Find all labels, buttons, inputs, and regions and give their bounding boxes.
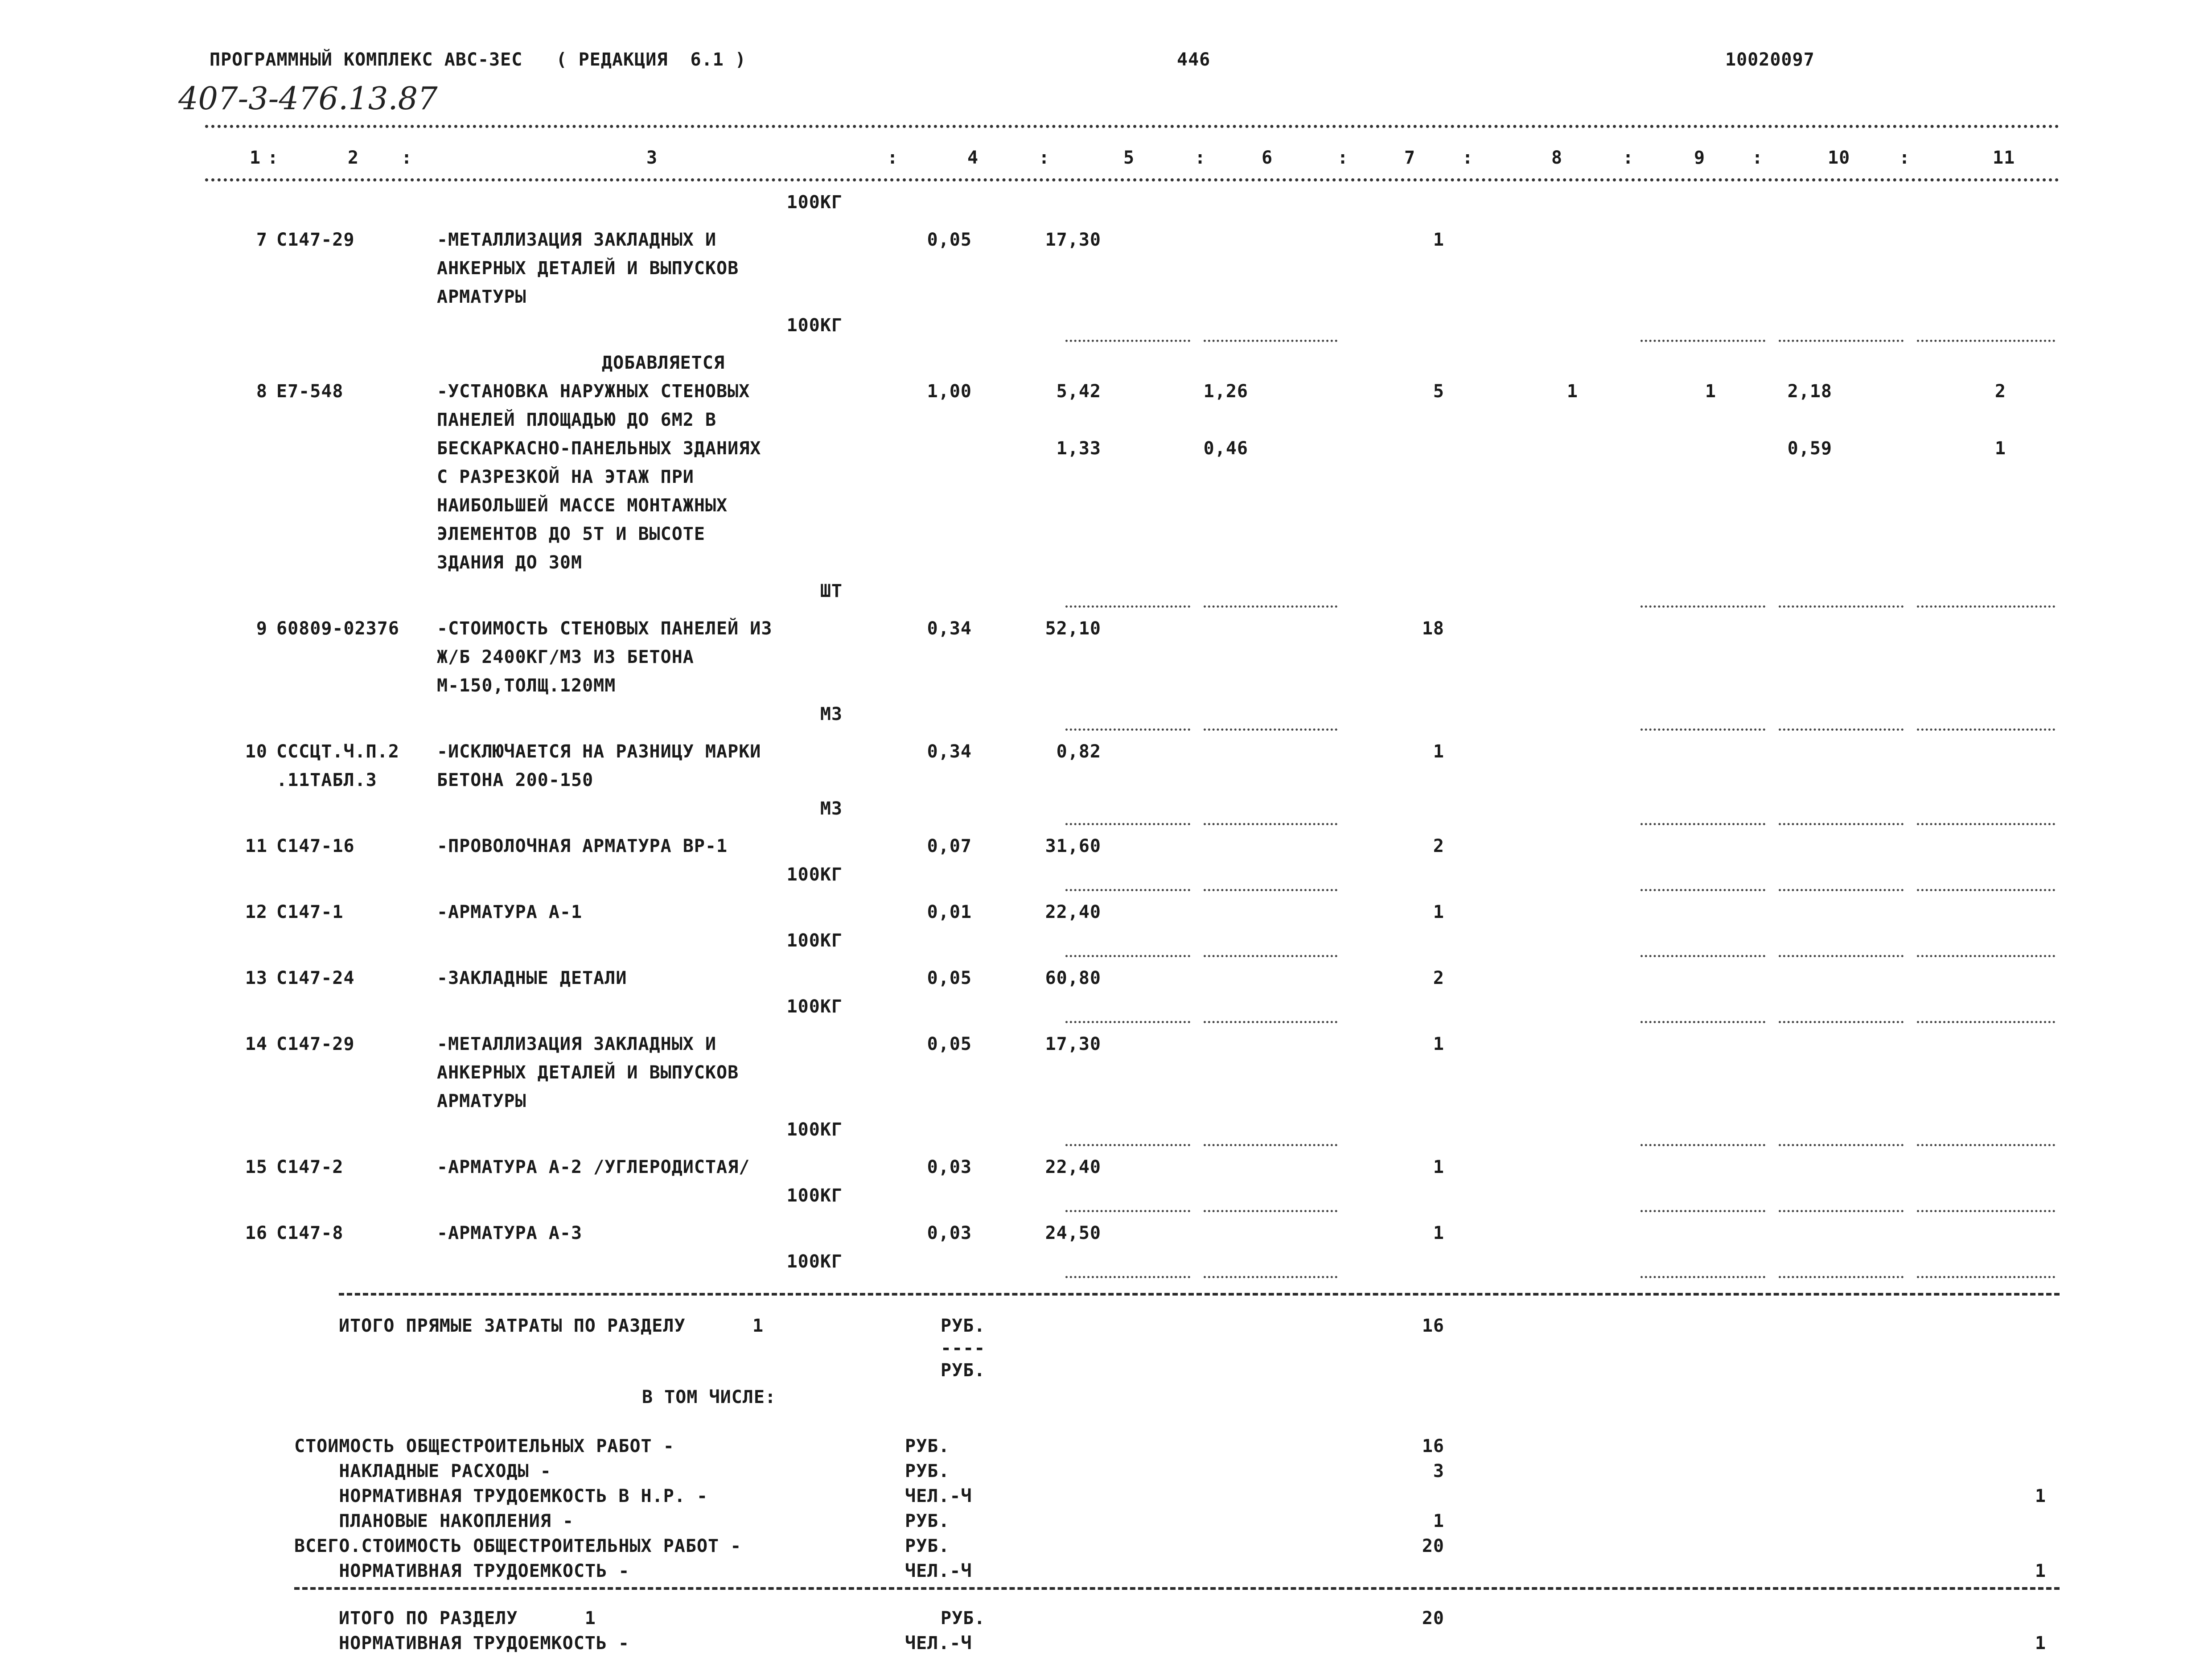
cell-r16-0-c4: 0,03 [927, 1223, 972, 1243]
rub-line-unit: РУБ. [941, 1360, 986, 1381]
cell-divider-r15-4 [1917, 1210, 2055, 1212]
cell-r13-1-c3: 100КГ [786, 996, 843, 1017]
cell-r11-1-c3: 100КГ [786, 864, 843, 885]
cell-r11-0-c4: 0,07 [927, 836, 972, 856]
cell-r9-0-c5: 52,10 [1045, 618, 1101, 639]
cell-divider-r11-1 [1204, 889, 1337, 891]
cell-r10-2-c3: М3 [820, 798, 843, 819]
cell-r16-0-c2: С147-8 [276, 1223, 344, 1243]
summary-line-label-4: ВСЕГО.СТОИМОСТЬ ОБЩЕСТРОИТЕЛЬНЫХ РАБОТ - [294, 1536, 742, 1556]
column-header-2: 2 [348, 148, 359, 168]
summary-line-label-0: СТОИМОСТЬ ОБЩЕСТРОИТЕЛЬНЫХ РАБОТ - [294, 1436, 674, 1457]
cell-r8-3-c10: 0,59 [1787, 438, 1832, 459]
cell-r13-0-c4: 0,05 [927, 968, 972, 988]
cell-divider-r12-2 [1640, 955, 1765, 957]
cell-r9-0-c2: 60809-02376 [276, 618, 399, 639]
cell-r8-3-c6: 0,46 [1203, 438, 1248, 459]
cell-r15-0-c7: 1 [1433, 1157, 1444, 1177]
cell-r9-0-c3: -СТОИМОСТЬ СТЕНОВЫХ ПАНЕЛЕЙ ИЗ [437, 618, 773, 639]
column-header-10: 6 [1262, 148, 1273, 168]
cell-divider-r8-4 [1917, 605, 2055, 608]
cell-r7-1-c3: АНКЕРНЫХ ДЕТАЛЕЙ И ВЫПУСКОВ [437, 258, 739, 279]
cell-divider-r16-3 [1779, 1276, 1904, 1278]
summary-line-label-3: ПЛАНОВЫЕ НАКОПЛЕНИЯ - [294, 1511, 574, 1531]
cell-divider-r7-0 [1065, 340, 1190, 342]
cell-r10-0-c5: 0,82 [1056, 741, 1101, 762]
column-header-14: 8 [1551, 148, 1563, 168]
cell-r7-0-c1: 7 [256, 230, 267, 250]
cell-r9-1-c3: Ж/Б 2400КГ/М3 ИЗ БЕТОНА [437, 647, 694, 667]
direct-costs-label: ИТОГО ПРЯМЫЕ ЗАТРАТЫ ПО РАЗДЕЛУ 1 [339, 1316, 764, 1336]
cell-r8-3-c5: 1,33 [1056, 438, 1101, 459]
cell-r8-2-c3: ПАНЕЛЕЙ ПЛОЩАДЬЮ ДО 6М2 В [437, 410, 717, 430]
cell-r7-2-c3: АРМАТУРЫ [437, 287, 526, 307]
column-header-1: : [267, 148, 279, 168]
cell-r8-5-c3: НАИБОЛЬШЕЙ МАССЕ МОНТАЖНЫХ [437, 495, 728, 516]
cell-r11-0-c3: -ПРОВОЛОЧНАЯ АРМАТУРА ВР-1 [437, 836, 728, 856]
cell-divider-r13-2 [1640, 1021, 1765, 1023]
cell-r9-0-c7: 18 [1422, 618, 1444, 639]
cell-r8-1-c9: 1 [1705, 381, 1716, 402]
cell-r7-0-c5: 17,30 [1045, 230, 1101, 250]
cell-divider-r10-4 [1917, 823, 2055, 825]
cell-r8-1-c3: -УСТАНОВКА НАРУЖНЫХ СТЕНОВЫХ [437, 381, 750, 402]
column-header-6: 4 [967, 148, 979, 168]
column-header-16: 9 [1694, 148, 1706, 168]
cell-r8-1-c7: 5 [1433, 381, 1444, 402]
cell-r8-1-c11: 2 [1994, 381, 2006, 402]
cell-r8-1-c4: 1,00 [927, 381, 972, 402]
cell-r12-0-c3: -АРМАТУРА А-1 [437, 902, 583, 922]
direct-costs-value: 16 [1422, 1316, 1444, 1336]
cell-r12-1-c3: 100КГ [786, 930, 843, 951]
cell-r14-0-c5: 17,30 [1045, 1034, 1101, 1054]
cell-r12-0-c1: 12 [245, 902, 267, 922]
cell-r15-1-c3: 100КГ [786, 1185, 843, 1206]
cell-r8-8-c3: ШТ [820, 581, 843, 601]
column-header-5: : [887, 148, 899, 168]
cell-r15-0-c5: 22,40 [1045, 1157, 1101, 1177]
cell-r13-0-c2: С147-24 [276, 968, 355, 988]
cell-r10-0-c2: СССЦТ.Ч.П.2 [276, 741, 399, 762]
direct-costs-dashes: ---- [941, 1338, 986, 1358]
cell-divider-r14-2 [1640, 1144, 1765, 1146]
section-labor-label: НОРМАТИВНАЯ ТРУДОЕМКОСТЬ - [339, 1633, 630, 1654]
cell-r8-1-c8: 1 [1566, 381, 1578, 402]
cell-r8-1-c10: 2,18 [1787, 381, 1832, 402]
summary-line-value-4: 20 [1422, 1536, 1444, 1556]
summary-line-labor-2: 1 [2035, 1486, 2046, 1506]
cell-r7-0-c7: 1 [1433, 230, 1444, 250]
cell-r12-0-c2: С147-1 [276, 902, 344, 922]
cell-divider-r8-1 [1204, 605, 1337, 608]
cell-divider-r16-0 [1065, 1276, 1190, 1278]
cell-divider-r10-2 [1640, 823, 1765, 825]
cell-r8-1-c1: 8 [256, 381, 267, 402]
cell-r13-0-c7: 2 [1433, 968, 1444, 988]
cell-divider-r14-4 [1917, 1144, 2055, 1146]
cell-r10-1-c2: .11ТАБЛ.3 [276, 770, 377, 790]
column-header-7: : [1039, 148, 1050, 168]
program-header: ПРОГРАММНЫЙ КОМПЛЕКС АВС-ЗЕС ( РЕДАКЦИЯ 6.1 ) [210, 49, 746, 70]
cell-r13-0-c1: 13 [245, 968, 267, 988]
cell-r11-0-c1: 11 [245, 836, 267, 856]
cell-divider-r9-4 [1917, 728, 2055, 731]
cell-divider-r8-3 [1779, 605, 1904, 608]
cell-r10-0-c1: 10 [245, 741, 267, 762]
direct-costs-unit: РУБ. [941, 1316, 986, 1336]
summary-line-unit-1: РУБ. [905, 1461, 950, 1481]
cell-r7-0-c3: -МЕТАЛЛИЗАЦИЯ ЗАКЛАДНЫХ И [437, 230, 717, 250]
cell-r15-0-c3: -АРМАТУРА А-2 /УГЛЕРОДИСТАЯ/ [437, 1157, 750, 1177]
cell-divider-r16-4 [1917, 1276, 2055, 1278]
cell-divider-r14-0 [1065, 1144, 1190, 1146]
column-header-19: : [1899, 148, 1911, 168]
cell-r12-0-c5: 22,40 [1045, 902, 1101, 922]
column-header-13: : [1462, 148, 1474, 168]
column-header-4: 3 [646, 148, 658, 168]
cell-r8-3-c11: 1 [1994, 438, 2006, 459]
cell-divider-r16-1 [1204, 1276, 1337, 1278]
cell-divider-r9-2 [1640, 728, 1765, 731]
cell-divider-r9-0 [1065, 728, 1190, 731]
cell-r8-1-c2: Е7-548 [276, 381, 344, 402]
cell-r7-0-c2: С147-29 [276, 230, 355, 250]
cell-r14-3-c3: 100КГ [786, 1119, 843, 1140]
cell-divider-r14-1 [1204, 1144, 1337, 1146]
top-rule [205, 125, 2060, 128]
summary-line-unit-5: ЧЕЛ.-Ч [905, 1561, 972, 1581]
cell-r16-0-c3: -АРМАТУРА А-3 [437, 1223, 583, 1243]
cell-r9-0-c1: 9 [256, 618, 267, 639]
cell-divider-r9-3 [1779, 728, 1904, 731]
cell-divider-r10-0 [1065, 823, 1190, 825]
cell-r8-6-c3: ЭЛЕМЕНТОВ ДО 5Т И ВЫСОТЕ [437, 524, 705, 544]
summary-line-labor-5: 1 [2035, 1561, 2046, 1581]
summary-line-value-3: 1 [1433, 1511, 1444, 1531]
section-total-unit: РУБ. [941, 1608, 986, 1629]
summary-line-unit-4: РУБ. [905, 1536, 950, 1556]
cell-divider-r8-0 [1065, 605, 1190, 608]
cell-divider-r15-3 [1779, 1210, 1904, 1212]
column-header-0: 1 [250, 148, 261, 168]
handwritten-code: 407-3-476.13.87 [178, 80, 438, 117]
cell-r7-3-c3: 100КГ [786, 315, 843, 336]
summary-line-value-1: 3 [1433, 1461, 1444, 1481]
cell-divider-r15-2 [1640, 1210, 1765, 1212]
cell-r9-0-c4: 0,34 [927, 618, 972, 639]
cell-divider-r13-1 [1204, 1021, 1337, 1023]
cell-r11-0-c7: 2 [1433, 836, 1444, 856]
cell-r0-0-c3: 100КГ [786, 192, 843, 213]
cell-divider-r12-3 [1779, 955, 1904, 957]
cell-r9-3-c3: М3 [820, 704, 843, 724]
cell-divider-r7-2 [1640, 340, 1765, 342]
column-header-8: 5 [1123, 148, 1135, 168]
cell-divider-r12-4 [1917, 955, 2055, 957]
cell-r16-0-c1: 16 [245, 1223, 267, 1243]
cell-r15-0-c1: 15 [245, 1157, 267, 1177]
column-header-9: : [1195, 148, 1206, 168]
cell-divider-r13-4 [1917, 1021, 2055, 1023]
cell-divider-r7-1 [1204, 340, 1337, 342]
summary-line-label-5: НОРМАТИВНАЯ ТРУДОЕМКОСТЬ - [294, 1561, 630, 1581]
summary-line-label-1: НАКЛАДНЫЕ РАСХОДЫ - [294, 1461, 551, 1481]
cell-divider-r9-1 [1204, 728, 1337, 731]
header-rule [205, 178, 2060, 181]
column-header-15: : [1623, 148, 1634, 168]
cell-r8-7-c3: ЗДАНИЯ ДО 30М [437, 552, 583, 573]
cell-r12-0-c7: 1 [1433, 902, 1444, 922]
cell-r10-1-c3: БЕТОНА 200-150 [437, 770, 594, 790]
summary-line-unit-2: ЧЕЛ.-Ч [905, 1486, 972, 1506]
section-total-value: 20 [1422, 1608, 1444, 1629]
cell-r16-0-c5: 24,50 [1045, 1223, 1101, 1243]
cell-divider-r13-0 [1065, 1021, 1190, 1023]
cell-divider-r11-2 [1640, 889, 1765, 891]
summary-line-value-0: 16 [1422, 1436, 1444, 1457]
cell-r14-1-c3: АНКЕРНЫХ ДЕТАЛЕЙ И ВЫПУСКОВ [437, 1062, 739, 1083]
cell-r10-0-c7: 1 [1433, 741, 1444, 762]
section-total-rule [294, 1587, 2060, 1590]
cell-divider-r14-3 [1779, 1144, 1904, 1146]
column-header-20: 11 [1993, 148, 2015, 168]
cell-divider-r12-0 [1065, 955, 1190, 957]
cell-r14-0-c2: С147-29 [276, 1034, 355, 1054]
summary-top-rule [339, 1293, 2060, 1296]
cell-r10-0-c3: -ИСКЛЮЧАЕТСЯ НА РАЗНИЦУ МАРКИ [437, 741, 761, 762]
section-total-label: ИТОГО ПО РАЗДЕЛУ 1 [339, 1608, 596, 1629]
cell-r9-2-c3: М-150,ТОЛЩ.120ММ [437, 675, 616, 696]
cell-divider-r10-3 [1779, 823, 1904, 825]
cell-r7-0-c4: 0,05 [927, 230, 972, 250]
column-header-11: : [1337, 148, 1349, 168]
cell-r16-0-c7: 1 [1433, 1223, 1444, 1243]
cell-r14-0-c3: -МЕТАЛЛИЗАЦИЯ ЗАКЛАДНЫХ И [437, 1034, 717, 1054]
cell-divider-r13-3 [1779, 1021, 1904, 1023]
cell-r8-3-c3: БЕСКАРКАСНО-ПАНЕЛЬНЫХ ЗДАНИЯХ [437, 438, 761, 459]
cell-r8-4-c3: С РАЗРЕЗКОЙ НА ЭТАЖ ПРИ [437, 467, 694, 487]
summary-line-unit-3: РУБ. [905, 1511, 950, 1531]
cell-r14-2-c3: АРМАТУРЫ [437, 1091, 526, 1111]
page-number: 446 [1177, 49, 1211, 70]
cell-r8-1-c5: 5,42 [1056, 381, 1101, 402]
summary-line-unit-0: РУБ. [905, 1436, 950, 1457]
cell-divider-r7-3 [1779, 340, 1904, 342]
cell-divider-r11-3 [1779, 889, 1904, 891]
cell-r13-0-c5: 60,80 [1045, 968, 1101, 988]
cell-r14-0-c1: 14 [245, 1034, 267, 1054]
column-header-18: 10 [1828, 148, 1850, 168]
cell-r11-0-c2: С147-16 [276, 836, 355, 856]
cell-divider-r15-1 [1204, 1210, 1337, 1212]
cell-divider-r8-2 [1640, 605, 1765, 608]
cell-divider-r10-1 [1204, 823, 1337, 825]
cell-r16-1-c3: 100КГ [786, 1251, 843, 1272]
cell-r13-0-c3: -ЗАКЛАДНЫЕ ДЕТАЛИ [437, 968, 627, 988]
cell-r15-0-c4: 0,03 [927, 1157, 972, 1177]
column-header-12: 7 [1404, 148, 1416, 168]
cell-divider-r11-4 [1917, 889, 2055, 891]
document-number: 10020097 [1725, 49, 1815, 70]
column-header-17: : [1752, 148, 1764, 168]
cell-r11-0-c5: 31,60 [1045, 836, 1101, 856]
cell-r14-0-c7: 1 [1433, 1034, 1444, 1054]
cell-r8-0-c3: ДОБАВЛЯЕТСЯ [602, 353, 725, 373]
cell-divider-r7-4 [1917, 340, 2055, 342]
cell-r14-0-c4: 0,05 [927, 1034, 972, 1054]
cell-divider-r15-0 [1065, 1210, 1190, 1212]
cell-divider-r12-1 [1204, 955, 1337, 957]
cell-r8-1-c6: 1,26 [1203, 381, 1248, 402]
cell-r15-0-c2: С147-2 [276, 1157, 344, 1177]
cell-r10-0-c4: 0,34 [927, 741, 972, 762]
section-labor-unit: ЧЕЛ.-Ч [905, 1633, 972, 1654]
column-header-3: : [401, 148, 413, 168]
section-labor-value: 1 [2035, 1633, 2046, 1654]
cell-divider-r16-2 [1640, 1276, 1765, 1278]
cell-divider-r11-0 [1065, 889, 1190, 891]
summary-line-label-2: НОРМАТИВНАЯ ТРУДОЕМКОСТЬ В Н.Р. - [294, 1486, 708, 1506]
including-label: В ТОМ ЧИСЛЕ: [642, 1387, 776, 1407]
cell-r12-0-c4: 0,01 [927, 902, 972, 922]
